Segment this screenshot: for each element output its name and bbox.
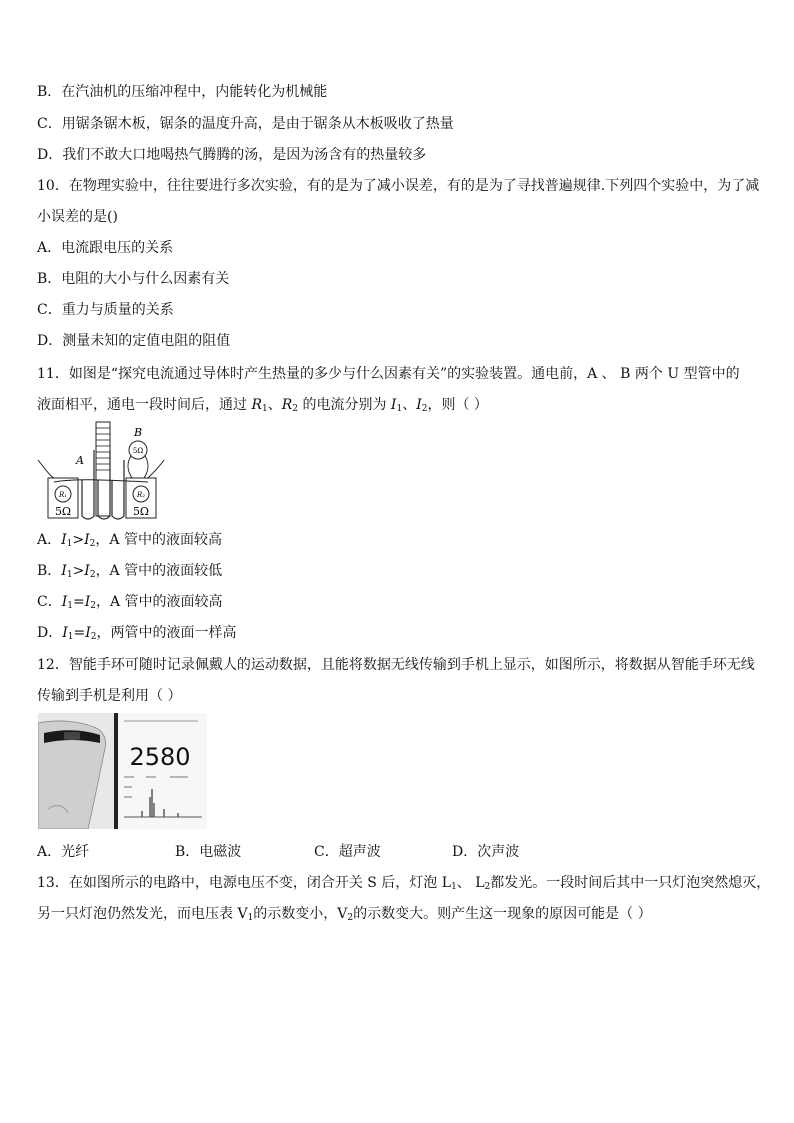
q11-option-b-relation: > [72,563,85,579]
tube-a-label: A [76,454,84,467]
q11-option-c-sub2: 2 [90,601,96,611]
q13-stem-text-d: 另一只灯泡仍然发光，而电压表 V [37,906,248,922]
q11-option-d-letter: D． [37,625,63,641]
q11-stem-line1: 11．如图是“探究电流通过导体时产生热量的多少与什么因素有关”的实验装置。通电前，A 、 B 两个 U 型管中的 [37,366,740,382]
u-tube-b [112,460,124,519]
q13-l2-sub: 2 [484,882,491,892]
q11-option-b-text: ，A 管中的液面较低 [95,563,223,579]
q10-option-a: A．电流跟电压的关系 [37,240,174,256]
q11-option-d [37,624,237,646]
q11-option-b-sub1: 1 [66,570,73,580]
q12-stem-line1: 12．智能手环可随时记录佩戴人的运动数据，且能将数据无线传输到手机上显示，如图所示，将数据从智能手环无线 [37,657,755,673]
q10-stem-line1: 10．在物理实验中，往往要进行多次实验，有的是为了减小误差，有的是为了寻找普遍规律.下列四个实验中，为了减 [37,178,760,194]
q13-v1-sub: 1 [247,913,254,923]
q11-stem-line2 [37,396,488,418]
q11-i1-sub: 1 [396,404,403,414]
q11-option-c [37,593,223,615]
ruler-ticks [96,428,110,470]
q11-i2-sub: 2 [421,404,428,414]
q13-stem-line2 [37,905,652,927]
phone-edge [114,713,118,829]
q9-option-b: B．在汽油机的压缩冲程中，内能转化为机械能 [37,84,328,100]
right-resistance-label: 5Ω [132,505,150,518]
q13-stem-text-e: 的示数变小，V [253,906,348,922]
phone-screen [116,713,207,829]
q13-stem-text-c: 都发光。一段时间后其中一只灯泡突然熄灭， [490,875,771,891]
q11-option-c-text: ，A 管中的液面较高 [95,594,223,610]
q11-apparatus-figure [36,420,166,522]
q13-l1-sub: 1 [451,882,457,892]
q10-option-d: D．测量未知的定值电阻的阻值 [37,333,231,349]
q11-option-a-letter: A． [37,532,62,548]
q11-option-c-i2: I [84,594,91,610]
q11-option-c-letter: C． [37,594,62,610]
q11-option-a-relation: > [72,532,85,548]
q11-option-d-i1: I [62,625,68,641]
q12-wristband-photo [38,713,207,829]
top-resistance-label: 5Ω [132,447,144,455]
q11-option-a-i2: I [84,532,90,548]
q13-stem-text-f: 的示数变大。则产生这一现象的原因可能是（ ） [353,906,652,922]
q11-option-d-i2: I [85,625,91,641]
q11-r1-symbol: R [251,397,262,413]
q11-option-b-i1: I [61,563,67,579]
q9-option-c: C．用锯条锯木板，锯条的温度升高，是由于锯条从木板吸收了热量 [37,116,454,132]
q11-option-a-sub1: 1 [66,539,73,549]
q11-i2-symbol: I [416,397,422,413]
u-tube-a-inner [98,450,110,519]
q11-option-a [37,531,222,553]
q12-option-c: C．超声波 [314,844,381,860]
wire-left [38,460,54,478]
r2-label: R₂ [136,491,146,499]
q11-i1-symbol: I [390,397,397,413]
q11-option-c-relation: = [72,594,85,610]
r1-label: R₁ [58,491,68,499]
q11-option-d-text: ，两管中的液面一样高 [96,625,237,641]
q11-i-separator: 、 [402,397,417,413]
q9-option-d: D．我们不敢大口地喝热气腾腾的汤，是因为汤含有的热量较多 [37,147,427,163]
step-count: 2580 [129,743,191,771]
q11-option-a-sub2: 2 [89,539,96,549]
q11-option-b-i2: I [84,563,90,579]
q11-option-c-sub1: 1 [67,601,73,611]
q12-option-d: D．次声波 [452,844,520,860]
tube-b-label: B [134,426,143,439]
q12-stem-line2: 传输到手机是利用（ ） [37,688,182,704]
q11-stem-text-b: 的电流分别为 [298,397,391,413]
q11-option-b [37,562,222,584]
q11-option-d-relation: = [73,625,86,641]
q13-stem-line1 [37,874,770,896]
q11-r2-sub: 2 [292,404,299,414]
top-resistor-lead-right [144,456,148,478]
q12-option-b: B．电磁波 [175,844,242,860]
q11-option-d-sub2: 2 [90,632,97,642]
wire-right [148,460,164,478]
q11-option-a-i1: I [61,532,67,548]
q11-option-c-i1: I [61,594,68,610]
q10-stem-line2: 小误差的是() [37,209,118,225]
q13-stem-text-a: 13．在如图所示的电路中，电源电压不变，闭合开关 S 后，灯泡 L [37,875,452,891]
q13-v2-sub: 2 [347,913,354,923]
q13-stem-text-b: 、 L [456,875,485,891]
q11-option-a-text: ，A 管中的液面较高 [95,532,222,548]
q10-option-c: C．重力与质量的关系 [37,302,174,318]
q12-option-a: A．光纤 [37,844,90,860]
q11-stem-text-c: ，则（ ） [427,397,488,413]
band-display [64,732,80,740]
q10-option-b: B．电阻的大小与什么因素有关 [37,271,230,287]
q11-option-b-sub2: 2 [89,570,96,580]
wire-middle [54,480,148,482]
q11-option-d-sub1: 1 [67,632,74,642]
q11-stem-text-a: 液面相平，通电一段时间后，通过 [37,397,252,413]
q11-r2-symbol: R [281,397,293,413]
top-resistor-lead-left [128,456,132,478]
q11-r1-sub: 1 [262,404,268,414]
q11-option-b-letter: B． [37,563,62,579]
q11-r-separator: 、 [267,397,282,413]
left-resistance-label: 5Ω [54,505,72,518]
